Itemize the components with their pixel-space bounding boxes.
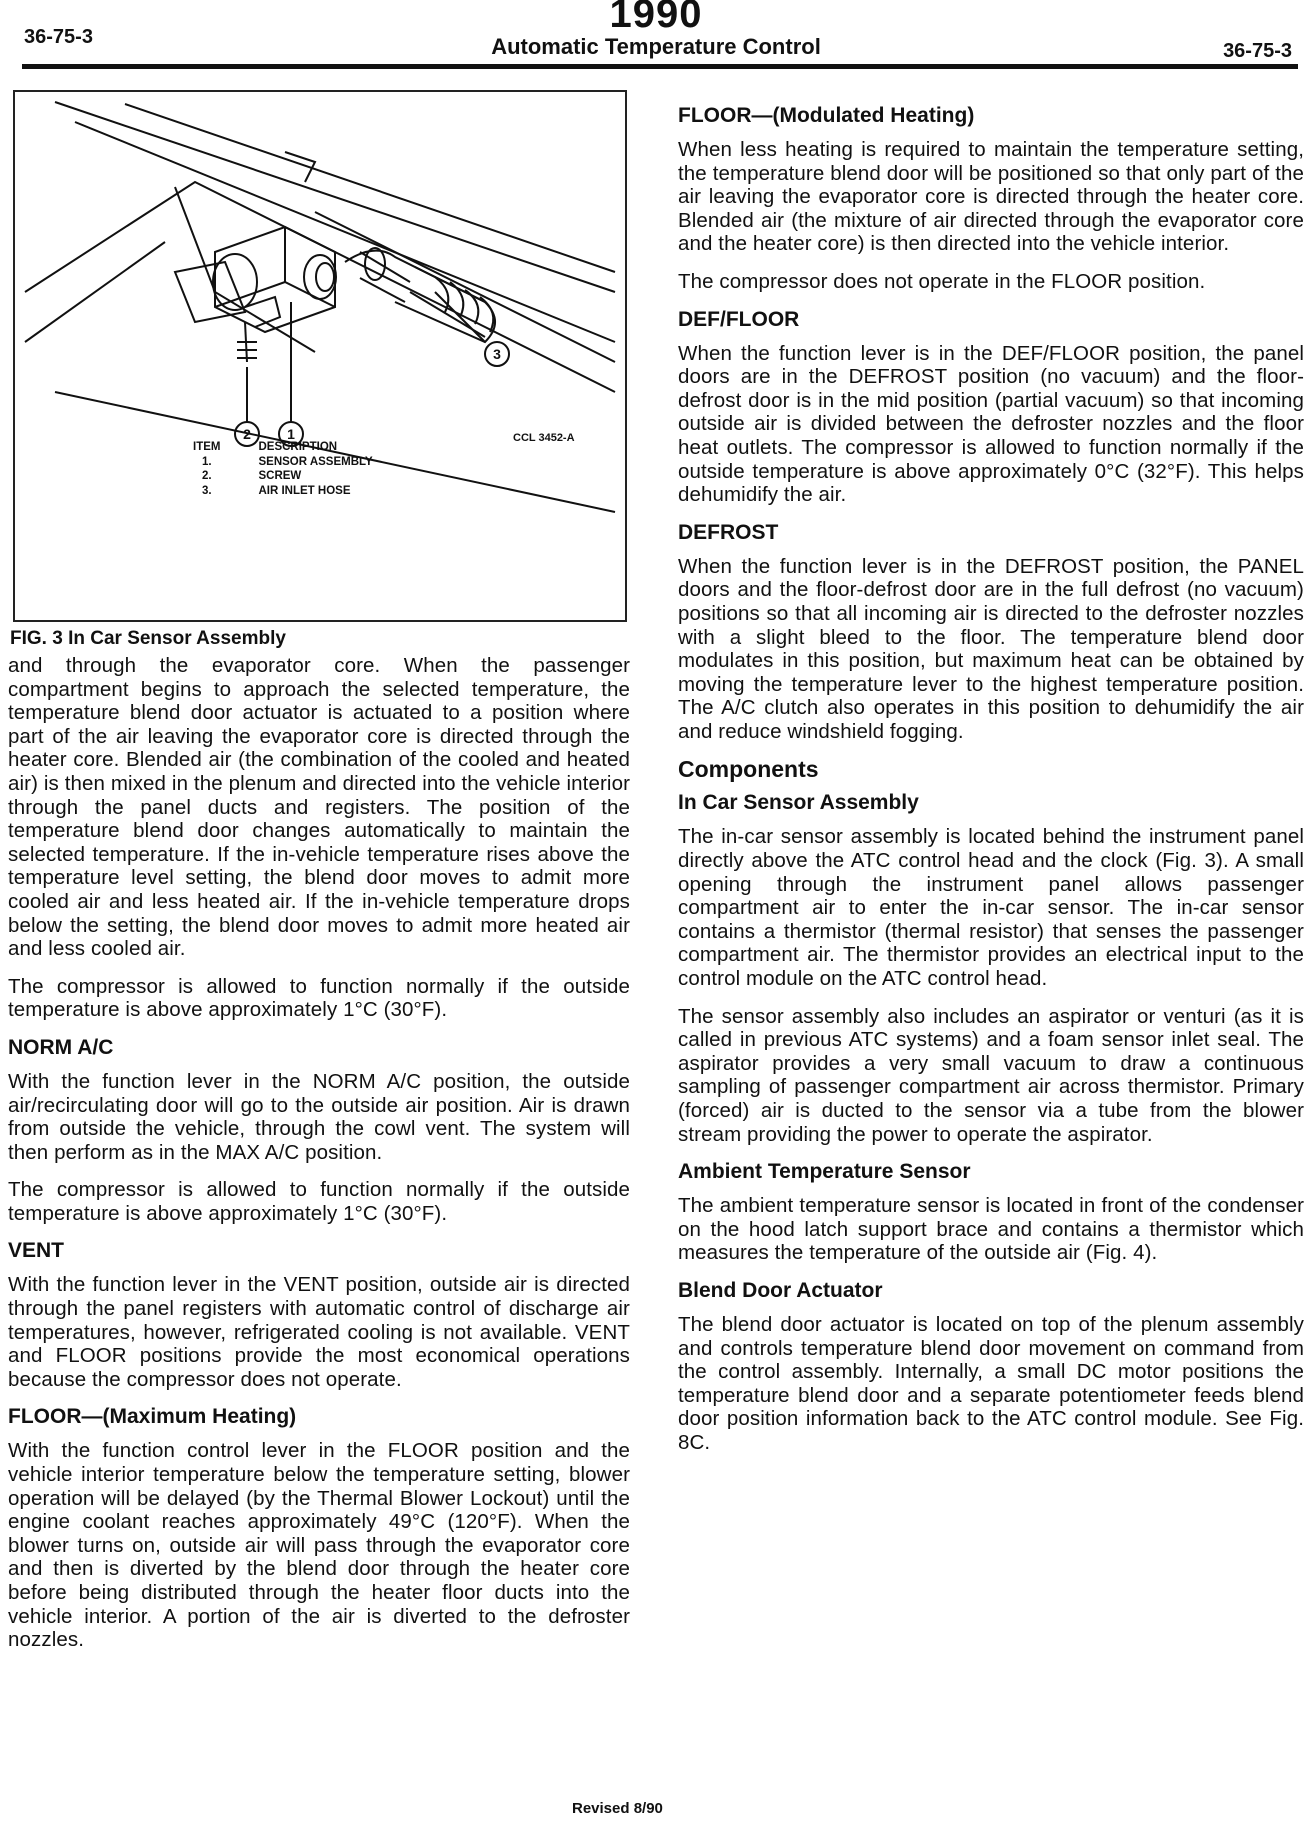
callout-2: 2: [243, 426, 251, 442]
figure-3-in-car-sensor: [13, 90, 627, 622]
body-paragraph: With the function lever in the NORM A/C position, the outside air/recirculating door will go to the outside air position. Air is drawn from outside the vehicle, through the cowl vent. The system will then perform as in the MAX A/C position.: [8, 1069, 630, 1164]
body-paragraph: When the function lever is in the DEFROST position, the PANEL doors and the floor-defrost door are in the full defrost (no vacuum) positions so that all incoming air is directed to the defroster nozzles with a slight bleed to the floor. The temperature blend door modulates in this position, but maximum heat can be obtained by moving the temperature lever to the highest temperature position. The A/C clutch also operates in this position to dehumidify the air and reduce windshield fogging.: [678, 554, 1304, 743]
body-paragraph: The in-car sensor assembly is located behind the instrument panel directly above the ATC control head and the clock (Fig. 3). A small opening through the instrument panel allows passenger compartment air to enter the in-car sensor. The in-car sensor contains a thermistor (thermal resistor) that senses the passenger compartment air. The thermistor provides an electrical input to the control module on the ATC control head.: [678, 825, 1304, 991]
body-paragraph: With the function lever in the VENT position, outside air is directed through the panel registers with automatic control of discharge air temperatures, however, refrigerated cooling is not available. VENT and FLOOR positions provide the most economical operations because the compressor does not operate.: [8, 1273, 630, 1391]
callout-3: 3: [493, 346, 501, 362]
legend-item-number: 1.: [201, 455, 212, 468]
revision-note: Revised 8/90: [572, 1800, 663, 1817]
legend-item-number: 2.: [201, 470, 212, 482]
body-paragraph: With the function control lever in the FLOOR position and the vehicle interior temperature below the temperature setting, blower operation will be delayed (by the Thermal Blower Lockout) until the engine coolant reaches approximately 49°C (120°F). When the blower turns on, outside air will pass through the evaporator core and then is diverted by the blend door through the heater core before being distributed through the heater floor ducts into the vehicle interior. A portion of the air is diverted to the defroster nozzles.: [8, 1439, 630, 1652]
legend-item-number: 3.: [201, 484, 212, 497]
body-paragraph: When the function lever is in the DEF/FLOOR position, the panel doors are in the DEFROST position (no vacuum) and the floor-defrost door is in the mid position (partial vacuum) so that incoming outside air is divided between the defroster nozzles and the floor heat outlets. The compressor is allowed to function normally if the outside temperature is above approximately 0°C (32°F). This helps dehumidify the air.: [678, 341, 1304, 507]
section-heading-def-floor: DEF/FLOOR: [678, 307, 800, 331]
model-year: 1990: [609, 0, 703, 36]
section-number-right: 36-75-3: [1223, 40, 1292, 62]
section-heading-norm-ac: NORM A/C: [8, 1035, 114, 1059]
section-heading-defrost: DEFROST: [678, 520, 779, 544]
section-heading-floor-modulated: FLOOR—(Modulated Heating): [678, 104, 975, 127]
body-paragraph: The compressor is allowed to function normally if the outside temperature is above approximately 1°C (30°F).: [8, 1178, 630, 1225]
legend-header-description: DESCRIPTION: [258, 441, 338, 453]
subheading-blend-door-actuator: Blend Door Actuator: [678, 1278, 883, 1302]
subheading-ambient-sensor: Ambient Temperature Sensor: [678, 1160, 971, 1184]
page-title: Automatic Temperature Control: [491, 34, 821, 59]
body-paragraph: The blend door actuator is located on top of the plenum assembly and controls temperature blend door movement on command from the control assembly. Internally, a small DC motor positions the temperature blend door and a separate potentiometer feeds blend door position information back to the ATC control module. See Fig. 8C.: [678, 1312, 1304, 1454]
body-paragraph: and through the evaporator core. When the passenger compartment begins to approach the selected temperature, the temperature blend door actuator is actuated to a position where part of the air leaving the evaporator core is directed through the heater core. Blended air (the combination of the cooled and heated air) is then mixed in the plenum and directed into the vehicle interior through the panel ducts and registers. The position of the temperature blend door changes automatically to maintain the selected temperature. If the in-vehicle temperature rises above the temperature level setting, the blend door moves to admit more cooled air and less heated air. If the in-vehicle temperature drops below the setting, the blend door moves to admit more heated air and less cooled air.: [8, 654, 630, 961]
sensor-assembly-illustration: [15, 92, 625, 620]
legend-item-description: AIR INLET HOSE: [258, 484, 351, 497]
figure-legend: [193, 440, 387, 498]
body-paragraph: The compressor does not operate in the FLOOR position.: [678, 269, 1206, 293]
subheading-in-car-sensor: In Car Sensor Assembly: [678, 791, 919, 815]
header-rule: [22, 64, 1298, 69]
callout-1: 1: [287, 426, 295, 442]
body-paragraph: The sensor assembly also includes an aspirator or venturi (as it is called in previous ATC systems) and a foam sensor inlet seal. The aspirator provides a very small vacuum to draw a continuous sampling of passenger compartment air across thermistor. Primary (forced) air is ducted to the sensor via a tube from the blower stream providing the power to operate the aspirator.: [678, 1004, 1304, 1146]
figure-code: CCL 3452-A: [513, 432, 575, 444]
body-paragraph: The ambient temperature sensor is located in front of the condenser on the hood latch support brace and contains a thermistor which measures the temperature of the outside air (Fig. 4).: [678, 1194, 1304, 1265]
legend-item-description: SCREW: [258, 470, 302, 482]
body-paragraph: The compressor is allowed to function normally if the outside temperature is above approximately 1°C (30°F).: [8, 974, 630, 1022]
right-column: [678, 98, 1304, 1469]
body-paragraph: When less heating is required to maintain the temperature setting, the temperature blend door will be positioned so that only part of the air leaving the evaporator core is directed through the heater core. Blended air (the mixture of air directed through the evaporator core and the heater core) is then directed into the vehicle interior.: [678, 138, 1304, 256]
section-number-left: 36-75-3: [24, 26, 93, 48]
legend-header-item: ITEM: [193, 441, 221, 453]
section-heading-vent: VENT: [8, 1239, 65, 1263]
section-heading-components: Components: [678, 756, 819, 783]
figure-caption: FIG. 3 In Car Sensor Assembly: [10, 628, 286, 649]
section-heading-floor-max: FLOOR—(Maximum Heating): [8, 1405, 297, 1429]
legend-item-description: SENSOR ASSEMBLY: [258, 455, 373, 468]
left-column: [8, 654, 630, 1666]
